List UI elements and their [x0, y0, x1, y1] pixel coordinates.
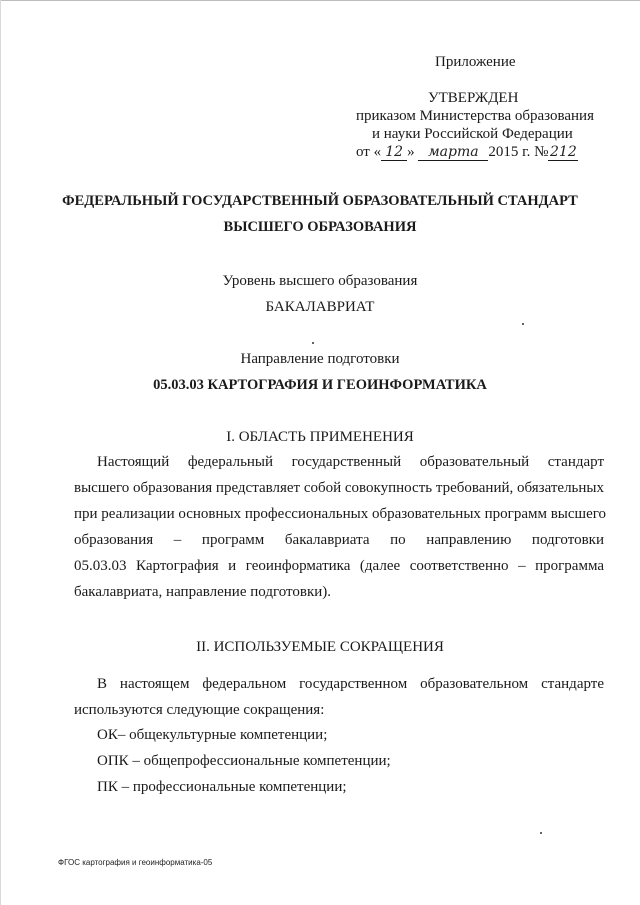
- date-year: 2015 г. №: [488, 144, 549, 160]
- paragraph-line: образования – программ бакалавриата по направлению подготовки: [74, 532, 604, 548]
- abbreviation-item-ok: ОК– общекультурные компетенции;: [97, 727, 328, 743]
- scan-speck: [312, 342, 314, 344]
- order-date-line: [356, 143, 578, 161]
- document-title-line-1: ФЕДЕРАЛЬНЫЙ ГОСУДАРСТВЕННЫЙ ОБРАЗОВАТЕЛЬНЫЙ СТАНДАРТ: [62, 193, 578, 209]
- paragraph-line: высшего образования представляет собой совокупность требований, обязательных: [74, 480, 604, 496]
- paragraph-line: бакалавриата, направление подготовки).: [74, 584, 332, 600]
- section-2-paragraph: [74, 674, 604, 726]
- direction-label: Направление подготовки: [240, 351, 400, 367]
- abbreviation-item-opk: ОПК – общепрофессиональные компетенции;: [97, 753, 391, 769]
- page-edge-top: [0, 0, 640, 1]
- document-title-line-2: ВЫСШЕГО ОБРАЗОВАНИЯ: [223, 219, 417, 235]
- date-prefix: от «: [356, 144, 382, 160]
- order-line-2: и науки Российской Федерации: [372, 126, 573, 142]
- direction-value: 05.03.03 КАРТОГРАФИЯ И ГЕОИНФОРМАТИКА: [153, 377, 487, 393]
- level-value: БАКАЛАВРИАТ: [265, 299, 375, 315]
- order-line-1: приказом Министерства образования: [356, 108, 594, 124]
- paragraph-line: при реализации основных профессиональных образовательных программ высшего: [74, 506, 607, 522]
- paragraph-line: используются следующие сокращения:: [74, 702, 325, 718]
- level-label: Уровень высшего образования: [222, 273, 418, 289]
- scan-speck: [522, 323, 524, 325]
- scan-speck: [540, 832, 542, 834]
- section-1-paragraph: [74, 452, 607, 608]
- section-2-heading: II. ИСПОЛЬЗУЕМЫЕ СОКРАЩЕНИЯ: [196, 639, 444, 655]
- approved-label: УТВЕРЖДЕН: [428, 90, 519, 106]
- paragraph-line: Настоящий федеральный государственный образовательный стандарт: [97, 454, 604, 470]
- page-edge-left: [0, 0, 1, 905]
- section-1-heading: I. ОБЛАСТЬ ПРИМЕНЕНИЯ: [226, 429, 414, 445]
- appendix-label: Приложение: [435, 54, 516, 70]
- date-day-handwritten: 12: [381, 145, 407, 161]
- date-mid: »: [407, 144, 415, 160]
- order-number-handwritten: 212: [550, 144, 577, 160]
- footer-doc-id: ФГОС картография и геоинформатика-05: [58, 858, 213, 867]
- paragraph-line: В настоящем федеральном государственном образовательном стандарте: [97, 676, 604, 692]
- date-month-handwritten: марта: [418, 145, 488, 161]
- abbreviation-item-pk: ПК – профессиональные компетенции;: [97, 779, 347, 795]
- paragraph-line: 05.03.03 Картография и геоинформатика (далее соответственно – программа: [74, 558, 604, 574]
